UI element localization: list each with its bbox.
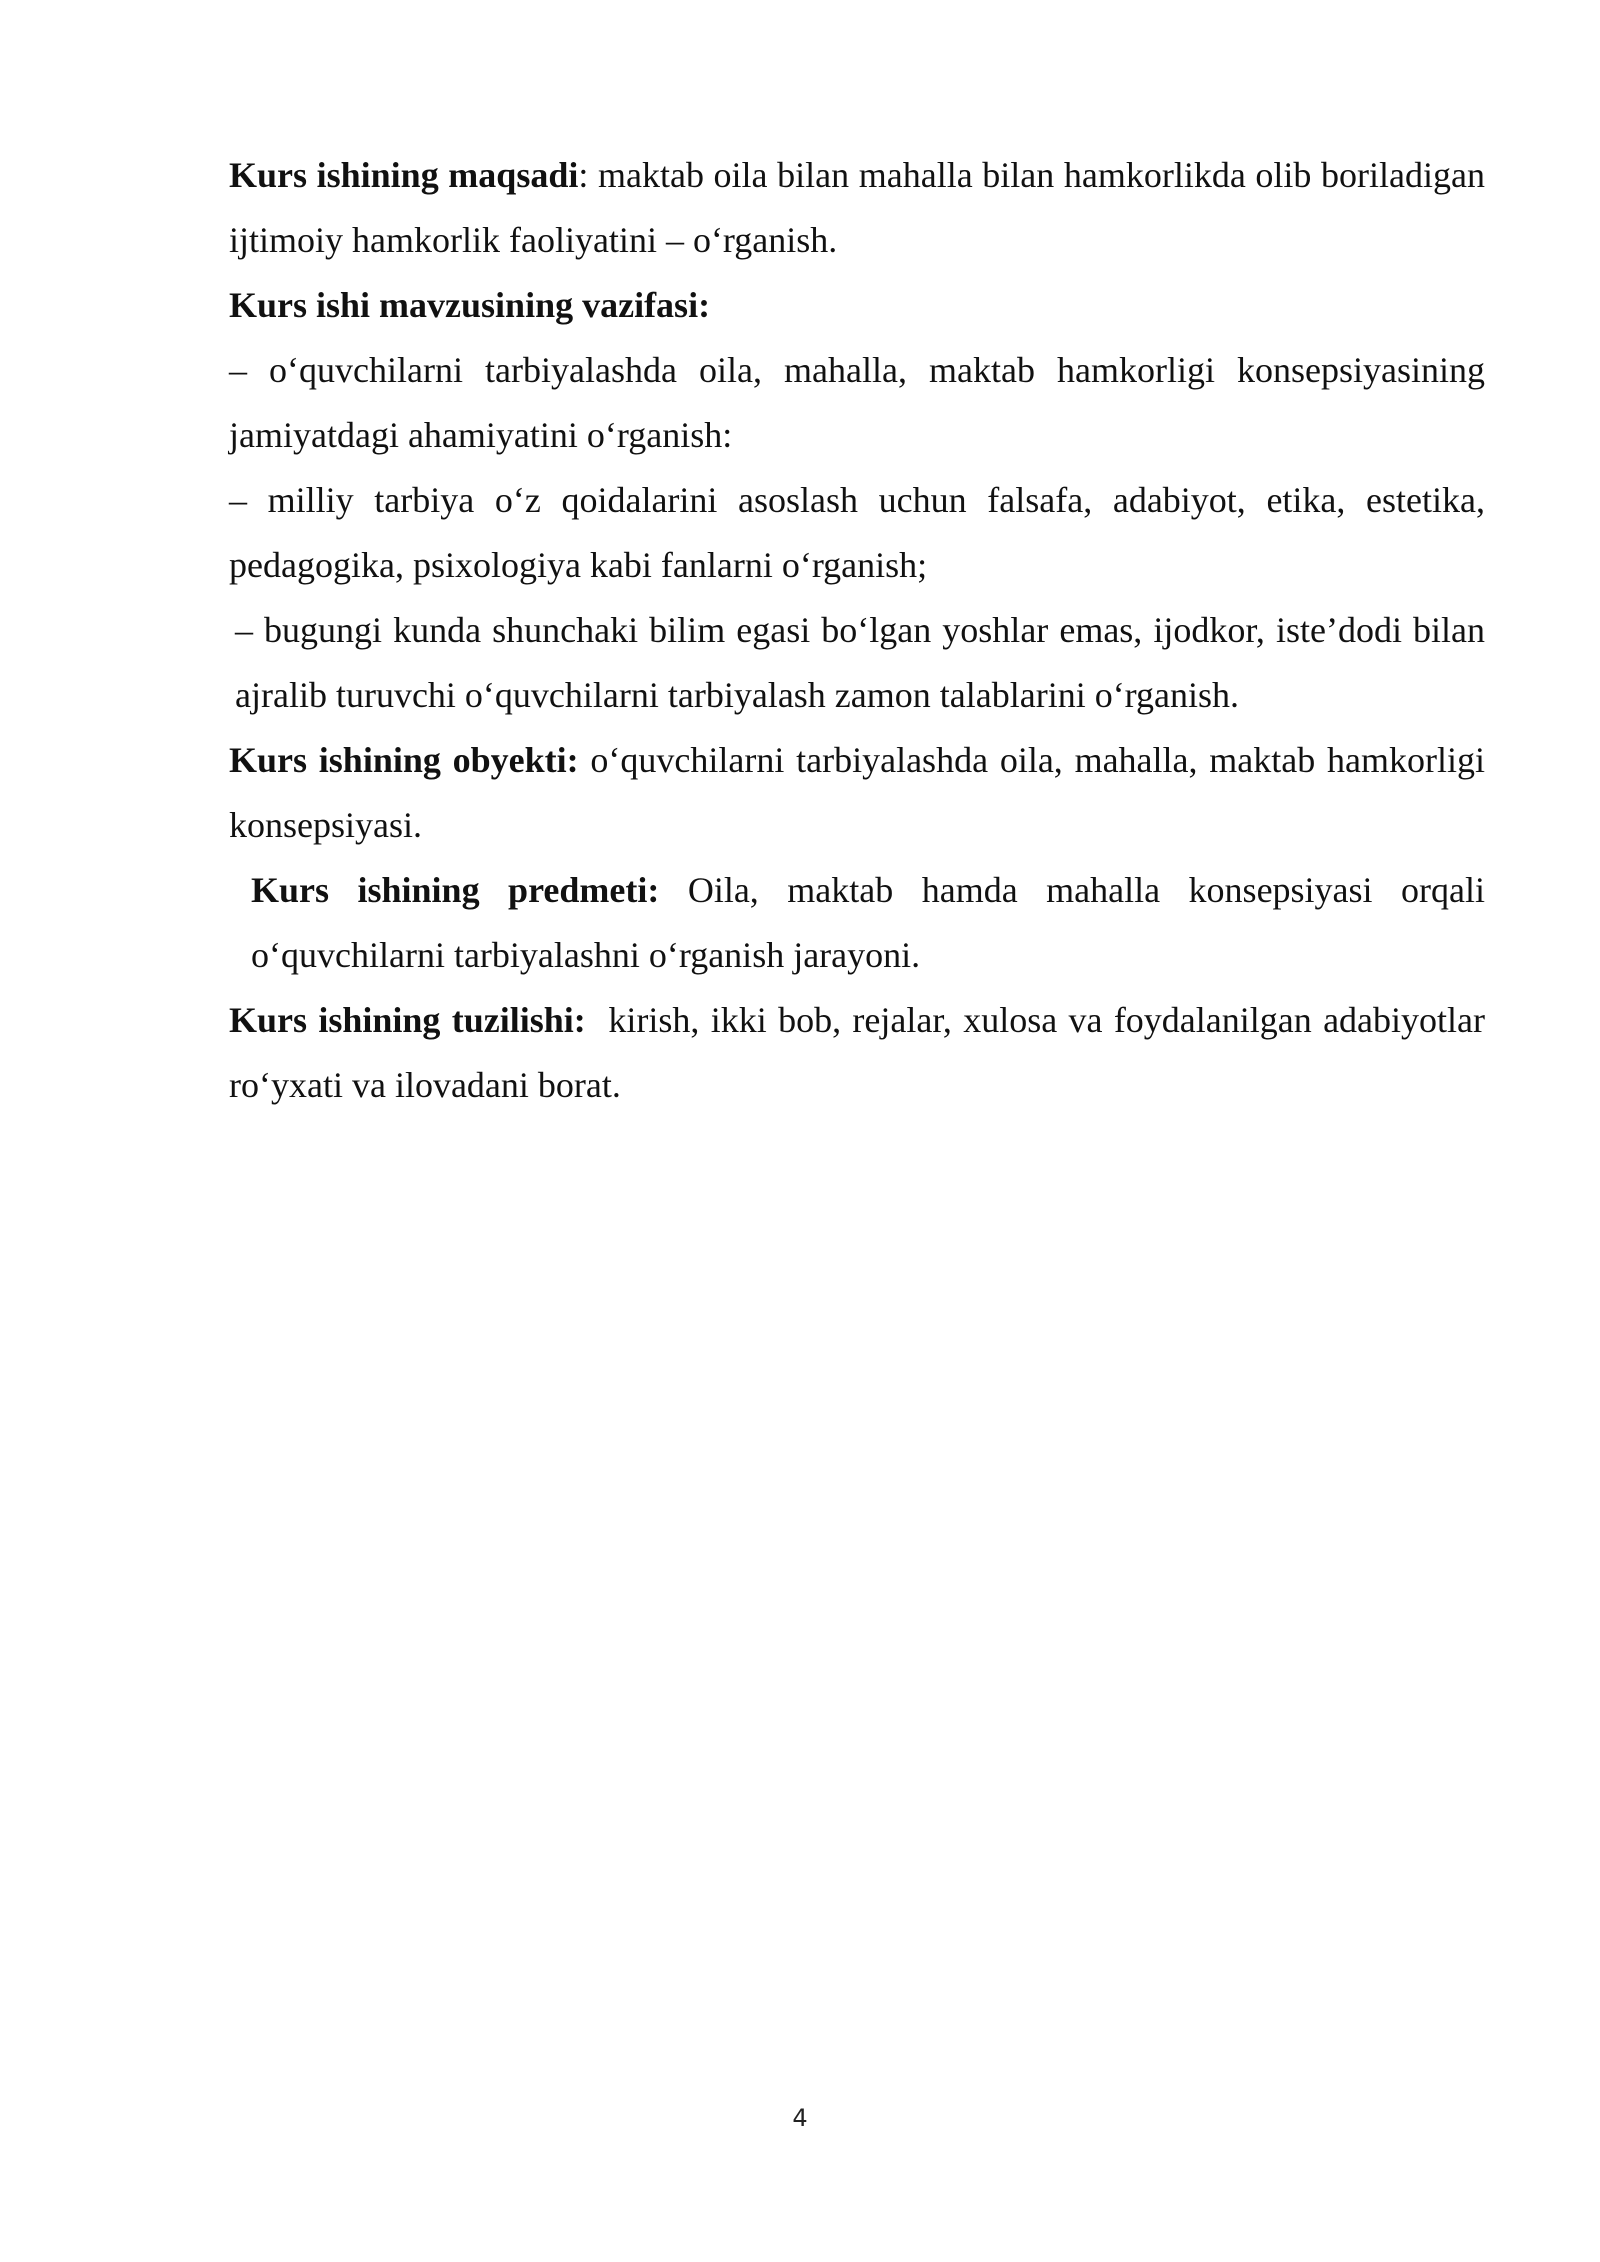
- paragraph-text: maktab oila bilan mahalla bilan hamkorlikda olib boriladigan ijtimoiy hamkorlik faoliyatini – oʻrganish.: [229, 155, 1485, 260]
- list-item: [229, 598, 1485, 728]
- list-item: [229, 338, 1485, 468]
- paragraph-label: Kurs ishi mavzusining vazifasi:: [229, 285, 711, 325]
- paragraph-maqsadi: [229, 143, 1485, 273]
- paragraph-text: – milliy tarbiya oʻz qoidalarini asoslash uchun falsafa, adabiyot, etika, estetika, pedagogika, psixologiya kabi fanlarni oʻrganish;: [229, 480, 1485, 585]
- paragraph-label: Kurs ishining predmeti:: [251, 870, 660, 910]
- list-item: [229, 468, 1485, 598]
- paragraph-vazifasi-heading: [229, 273, 1485, 338]
- paragraph-text: – oʻquvchilarni tarbiyalashda oila, mahalla, maktab hamkorligi konsepsiyasining jamiyatdagi ahamiyatini oʻrganish:: [229, 350, 1485, 455]
- paragraph-text: oʻquvchilarni tarbiyalashda oila, mahalla, maktab hamkorligi konsepsiyasi.: [229, 740, 1485, 845]
- paragraph-text: kirish, ikki bob, rejalar, xulosa va foydalanilgan adabiyotlar roʻyxati va ilovadani borat.: [229, 1000, 1495, 1105]
- page-number: 4: [792, 2104, 808, 2132]
- body-text: [229, 143, 1495, 1118]
- paragraph-text: – bugungi kunda shunchaki bilim egasi boʻlgan yoshlar emas, ijodkor, iste’dodi bilan ajralib turuvchi oʻquvchilarni tarbiyalash zamon talablarini oʻrganish.: [235, 610, 1485, 715]
- paragraph-label: Kurs ishining tuzilishi:: [229, 1000, 586, 1040]
- paragraph-label: Kurs ishining maqsadi: [229, 155, 579, 195]
- paragraph-separator: :: [578, 155, 589, 195]
- paragraph-tuzilishi: [229, 988, 1495, 1118]
- paragraph-label: Kurs ishining obyekti:: [229, 740, 579, 780]
- paragraph-obyekti: [229, 728, 1485, 858]
- paragraph-text: Oila, maktab hamda mahalla konsepsiyasi orqali oʻquvchilarni tarbiyalashni oʻrganish jarayoni.: [251, 870, 1485, 975]
- paragraph-predmeti: [229, 858, 1485, 988]
